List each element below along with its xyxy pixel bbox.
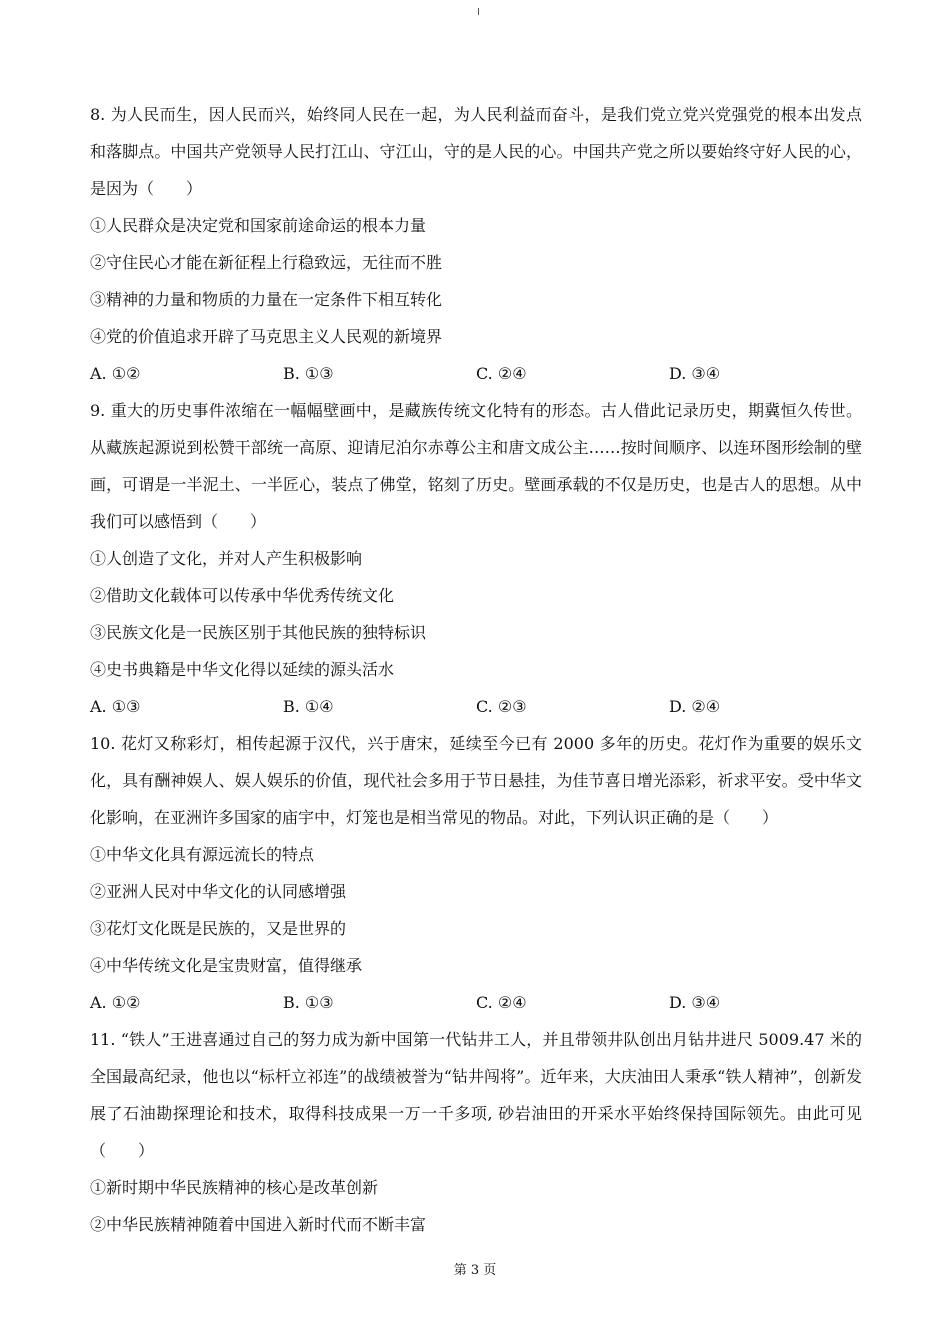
statement: ①人民群众是决定党和国家前途命运的根本力量 xyxy=(90,216,427,235)
answer-choices xyxy=(90,355,862,392)
choice-d: D. ②④ xyxy=(669,697,721,716)
choice-b: B. ①④ xyxy=(283,697,334,716)
statement: ①人创造了文化，并对人产生积极影响 xyxy=(90,549,363,568)
statement: ②借助文化载体可以传承中华优秀传统文化 xyxy=(90,586,395,605)
top-mark xyxy=(478,8,479,15)
statement: ②亚洲人民对中华文化的认同感增强 xyxy=(90,882,347,901)
choice-c: C. ②④ xyxy=(476,993,527,1012)
answer-choices xyxy=(90,688,862,725)
question-stem: 9. 重大的历史事件浓缩在一幅幅壁画中，是藏族传统文化特有的形态。古人借此记录历史，期冀恒久传世。从藏族起源说到松赞干部统一高原、迎请尼泊尔赤尊公主和唐文成公主……按时间顺序、以连环图形绘制的壁画，可谓是一半泥土、一半匠心，装点了佛堂，铭刻了历史。壁画承载的不仅是历史，也是古人的思想。从中我们可以感悟到（ ） xyxy=(90,401,862,531)
question-stem: 10. 花灯又称彩灯，相传起源于汉代，兴于唐宋，延续至今已有 2000 多年的历史。花灯作为重要的娱乐文化，具有酬神娱人、娱人娱乐的价值，现代社会多用于节日悬挂，为佳节喜日增光添彩，祈求平安。受中华文化影响，在亚洲许多国家的庙宇中，灯笼也是相当常见的物品。对此，下列认识正确的是（ ） xyxy=(90,734,862,827)
statement: ④史书典籍是中华文化得以延续的源头活水 xyxy=(90,660,395,679)
choice-b: B. ①③ xyxy=(283,364,334,383)
choice-a: A. ①② xyxy=(90,364,141,383)
question-stem: 8. 为人民而生，因人民而兴，始终同人民在一起，为人民利益而奋斗，是我们党立党兴党强党的根本出发点和落脚点。中国共产党领导人民打江山、守江山，守的是人民的心。中国共产党之所以要始终守好人民的心，是因为（ ） xyxy=(90,105,862,198)
choice-c: C. ②④ xyxy=(476,364,527,383)
choice-a: A. ①③ xyxy=(90,697,141,716)
choice-b: B. ①③ xyxy=(283,993,334,1012)
question-stem: 11. “铁人”王进喜通过自己的努力成为新中国第一代钻井工人，并且带领井队创出月钻井进尺 5009.47 米的全国最高纪录，他也以“标杆立祁连”的战绩被誉为“钻井闯将”。近年来，大庆油田人秉承“铁人精神”，创新发展了石油勘探理论和技术，取得科技成果一万一千多项, 砂岩油田的开采水平始终保持国际领先。由此可见（ ） xyxy=(90,1030,862,1160)
page-content xyxy=(90,96,862,1243)
statement: ①中华文化具有源远流长的特点 xyxy=(90,845,315,864)
statement: ②中华民族精神随着中国进入新时代而不断丰富 xyxy=(90,1215,427,1234)
statement: ①新时期中华民族精神的核心是改革创新 xyxy=(90,1178,379,1197)
choice-d: D. ③④ xyxy=(669,993,721,1012)
statement: ②守住民心才能在新征程上行稳致远，无往而不胜 xyxy=(90,253,443,272)
question-11 xyxy=(90,1021,862,1243)
statement: ③花灯文化既是民族的，又是世界的 xyxy=(90,919,347,938)
statement: ④党的价值追求开辟了马克思主义人民观的新境界 xyxy=(90,327,443,346)
statement: ③精神的力量和物质的力量在一定条件下相互转化 xyxy=(90,290,443,309)
choice-a: A. ①② xyxy=(90,993,141,1012)
question-10 xyxy=(90,725,862,1021)
page-number: 第 3 页 xyxy=(453,1263,497,1278)
question-8 xyxy=(90,96,862,392)
answer-choices xyxy=(90,984,862,1021)
statement: ④中华传统文化是宝贵财富，值得继承 xyxy=(90,956,363,975)
question-9 xyxy=(90,392,862,725)
choice-c: C. ②③ xyxy=(476,697,527,716)
statement: ③民族文化是一民族区别于其他民族的独特标识 xyxy=(90,623,427,642)
choice-d: D. ③④ xyxy=(669,364,721,383)
